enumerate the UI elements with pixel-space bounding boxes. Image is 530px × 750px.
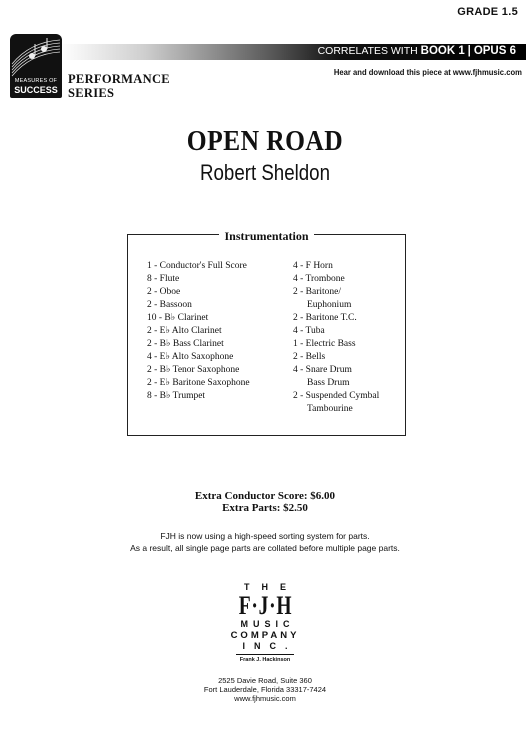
piece-title: OPEN ROAD xyxy=(186,125,344,157)
instrument-item xyxy=(293,273,379,286)
series-name xyxy=(68,72,170,100)
series-line2: SERIES xyxy=(68,86,115,100)
fjh-inc: INC. xyxy=(242,641,297,651)
instrument-label-continued: Tambourine xyxy=(307,404,353,414)
address-line2: Fort Lauderdale, Florida 33317-7424 xyxy=(203,685,327,694)
instrument-item xyxy=(293,390,379,416)
conductor-price: Extra Conductor Score: $6.00 xyxy=(194,490,336,502)
instrument-label: 8 - B♭ Trumpet xyxy=(147,391,206,401)
note-line2: As a result, all single page parts are collated before multiple page parts. xyxy=(130,543,400,553)
publisher-address xyxy=(0,676,530,703)
instrument-label: 2 - B♭ Tenor Saxophone xyxy=(147,365,240,375)
fjh-publisher-logo xyxy=(230,582,300,663)
composer-name: Robert Sheldon xyxy=(200,160,330,185)
instrumentation-heading-wrap xyxy=(128,227,405,245)
instrument-item xyxy=(147,325,250,338)
instrument-item xyxy=(147,273,250,286)
instrument-label: 2 - Bassoon xyxy=(147,300,192,310)
instrument-item xyxy=(293,338,379,351)
series-line1: PERFORMANCE xyxy=(68,72,170,86)
instrument-item xyxy=(147,286,250,299)
correlates-opus: OPUS 6 xyxy=(473,45,516,57)
fjh-initials: F·J·H xyxy=(238,591,293,620)
logo-line1: MEASURES OF xyxy=(14,78,58,84)
logo-line2: SUCCESS xyxy=(14,85,58,95)
instrument-label: 2 - Oboe xyxy=(147,287,181,297)
instrument-item xyxy=(293,260,379,273)
instrument-label: 2 - E♭ Baritone Saxophone xyxy=(147,378,250,388)
instrument-list-left xyxy=(147,260,250,403)
instrument-label-continued: Bass Drum xyxy=(307,378,350,388)
address-line1: 2525 Davie Road, Suite 360 xyxy=(218,676,312,685)
instrument-label: 4 - E♭ Alto Saxophone xyxy=(147,352,234,362)
instrument-label: 10 - B♭ Clarinet xyxy=(147,313,209,323)
instrument-label: 4 - Tuba xyxy=(293,326,325,336)
publisher-website: www.fjhmusic.com xyxy=(234,694,296,703)
pricing xyxy=(0,490,530,514)
instrument-label: 2 - Baritone T.C. xyxy=(293,313,357,323)
note-line1: FJH is now using a high-speed sorting system for parts. xyxy=(160,531,370,541)
correlation-text xyxy=(318,45,516,57)
fjh-divider xyxy=(236,654,294,655)
instrument-item xyxy=(147,299,250,312)
instrument-item xyxy=(147,312,250,325)
instrument-item xyxy=(147,351,250,364)
instrument-item xyxy=(147,260,250,273)
instrument-label: 1 - Conductor's Full Score xyxy=(147,261,247,271)
instrument-label: 2 - B♭ Bass Clarinet xyxy=(147,339,224,349)
instrument-item xyxy=(147,377,250,390)
fjh-the: THE xyxy=(244,582,298,592)
instrument-item xyxy=(293,286,379,312)
staff-music-icon xyxy=(10,34,62,78)
measures-of-success-logo xyxy=(10,34,62,98)
correlates-book: BOOK 1 xyxy=(420,45,465,57)
grade-label: GRADE 1.5 xyxy=(457,6,518,18)
correlation-banner xyxy=(60,44,526,60)
instrumentation-heading: Instrumentation xyxy=(219,229,313,243)
instrument-item xyxy=(293,364,379,390)
correlates-prefix: CORRELATES WITH xyxy=(317,45,418,57)
download-notice: Hear and download this piece at www.fjhmusic.com xyxy=(333,67,522,77)
instrument-item xyxy=(147,390,250,403)
fjh-music: MUSIC xyxy=(240,619,295,629)
instrument-label: 2 - Suspended Cymbal xyxy=(293,391,380,401)
instrument-label: 2 - Bells xyxy=(293,352,326,362)
instrument-item xyxy=(293,351,379,364)
instrument-label: 4 - Trombone xyxy=(293,274,345,284)
instrument-label: 8 - Flute xyxy=(147,274,180,284)
fjh-founder: Frank J. Hackinson xyxy=(239,657,291,663)
instrument-item xyxy=(293,312,379,325)
instrument-item xyxy=(293,325,379,338)
instrument-label: 4 - Snare Drum xyxy=(293,365,352,375)
correlates-separator: | xyxy=(467,45,471,57)
instrument-label: 4 - F Horn xyxy=(293,261,333,271)
sorting-note xyxy=(0,530,530,554)
instrument-list-right xyxy=(293,260,379,416)
parts-price: Extra Parts: $2.50 xyxy=(222,502,308,514)
instrument-item xyxy=(147,338,250,351)
instrument-label: 2 - Baritone/ xyxy=(293,287,342,297)
instrumentation-box xyxy=(127,229,406,436)
instrument-label: 2 - E♭ Alto Clarinet xyxy=(147,326,222,336)
fjh-company: COMPANY xyxy=(230,630,300,641)
instrument-label: 1 - Electric Bass xyxy=(293,339,356,349)
instrument-item xyxy=(147,364,250,377)
instrument-label-continued: Euphonium xyxy=(307,300,352,310)
